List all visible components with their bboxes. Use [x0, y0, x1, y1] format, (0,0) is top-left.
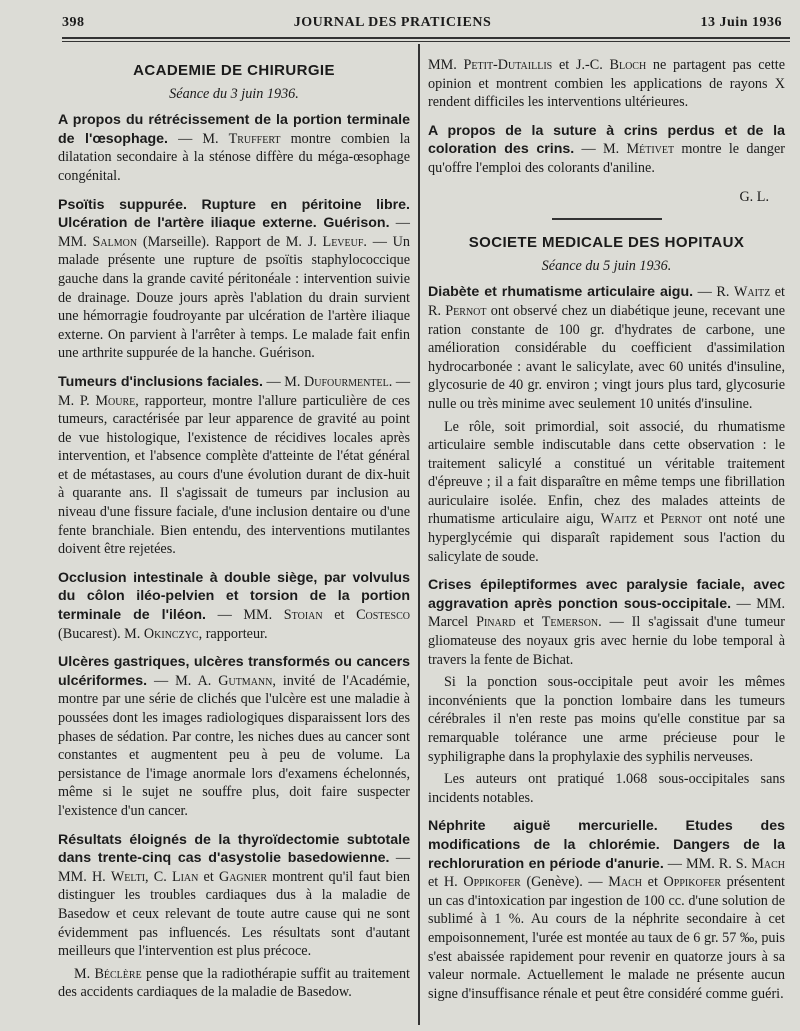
article	[428, 283, 785, 413]
author-name: Lian	[171, 868, 199, 885]
article	[58, 373, 410, 559]
author-name: Gagnier	[218, 868, 267, 885]
article-body: — MM. R. S. Mach et H. Oppikofer (Genève). — Mach et Oppikofer présentent un cas d'intoxication par ingestion de 100 cc. d'une solution de sublimé à 1 %. Au cours de la néphrite secondaire à cet empoisonnement, l'urée est montée au taux de 6 gr. 57 ‰, puis s'est abaissée rapidement pour revenir en quatorze jours à sa valeur normale. Actuellement le malade ne présente aucun signe d'insuffisance rénale et peut être considéré comme guéri.	[428, 855, 785, 1002]
article-body: — R. Waitz et R. Pernot ont observé chez un diabétique jeune, recevant une ration constante de 100 gr. d'hydrates de carbone, une amélioration considérable du coefficient d'assimilation hydrocarbonée : avant le salicylate, avec 60 unités d'insuline, glycosurie de 40 gr. environ ; vingt jours plus tard, glycosurie nulle ou très minime avec seulement 10 unités d'insuline.	[428, 284, 785, 412]
article	[58, 569, 410, 643]
page-number: 398	[62, 15, 85, 30]
section-title-academie: ACADEMIE DE CHIRURGIE	[133, 62, 335, 79]
author-name: Mach	[751, 855, 785, 872]
article-title: Diabète et rhumatisme articulaire aigu.	[428, 284, 694, 301]
article-body: — MM. H. Welti, C. Lian et Gagnier montrent qu'il faut bien distinguer les troubles cardiaques dus à la maladie de Basedow et ceux relevant de toute autre cause qui ne sont évidemment pas influencés. Les résultats sont d'autant meilleurs que l'intervention est plus précoce.	[58, 850, 411, 960]
left-column	[58, 50, 410, 1012]
article	[58, 111, 410, 185]
article-title: Crises épileptiformes avec paralysie faciale, avec aggravation après ponction sous-occipitale.	[428, 577, 785, 612]
article-continuation: Si la ponction sous-occipitale peut avoir les mêmes inconvénients que la ponction lombaire dans les tumeurs cérébrales il n'en reste pas moins qu'elle constitue par sa remarquable tolérance une arme précieuse pour le syphiligraphe dans la prophylaxie des syphilis nerveuses.	[428, 674, 785, 765]
signature: G. L.	[739, 188, 769, 205]
author-name: Petit-Dutaillis	[463, 57, 553, 73]
author-name: Pernot	[660, 511, 702, 528]
running-header	[62, 8, 782, 38]
author-name: Béclère	[94, 965, 142, 982]
article-title: Occlusion intestinale à double siège, par volvulus du côlon iléo-pelvien et torsion de la portion terminale de l'iléon.	[58, 569, 410, 624]
seance-date: Séance du 5 juin 1936.	[541, 257, 672, 274]
author-name: Welti	[110, 868, 146, 885]
section-title-hopitaux: SOCIETE MEDICALE DES HOPITAUX	[468, 234, 745, 252]
article	[428, 576, 785, 669]
article-continuation: Les auteurs ont pratiqué 1.068 sous-occipitales sans incidents notables.	[428, 771, 785, 806]
author-name: Okinczyc	[143, 625, 199, 642]
seance-date: Séance du 3 juin 1936.	[169, 85, 299, 102]
right-articles	[428, 283, 785, 1003]
article	[428, 817, 785, 1003]
article-continuation: M. Béclère pense que la radiothérapie suffit au traitement des accidents cardiaques de la maladie de Basedow.	[58, 965, 410, 1001]
article-title: Résultats éloignés de la thyroïdectomie subtotale dans trente-cinq cas d'asystolie basedowienne.	[58, 831, 410, 867]
header-rule	[62, 37, 790, 42]
article-continuation: Le rôle, soit primordial, soit associé, du rhumatisme articulaire semble indiscutable dans cette observation : le traitement salicylé a constitué un véritable traitement d'épreuve ; il a fait disparaître en même temps une fibrillation auriculaire isolée. Enfin, chez des malades atteints de rhumatisme articulaire aigu, Waitz et Pernot ont noté une hyperglycémie qui disparaît rapidement sous l'action du salicylate de soude.	[428, 418, 785, 565]
left-articles	[58, 111, 410, 1002]
author-name: Oppikofer	[663, 874, 722, 891]
article-title: Psoïtis suppurée. Rupture en péritoine libre. Ulcération de l'artère iliaque externe. Guérison.	[58, 196, 410, 232]
article	[58, 831, 410, 961]
journal-title: JOURNAL DES PRATICIENS	[293, 15, 492, 30]
article-body: — M. Métivet montre le danger qu'offre l'emploi des colorants d'aniline.	[428, 141, 785, 176]
author-name: Salmon	[92, 233, 138, 250]
article-title: Néphrite aiguë mercurielle. Etudes des modifications de la chlorémie. Dangers de la rechloruration en période d'anurie.	[428, 818, 785, 872]
author-name: Mach	[608, 874, 642, 891]
author-name: Pernot	[445, 302, 487, 319]
article-title: Ulcères gastriques, ulcères transformés ou cancers ulcériformes.	[58, 654, 410, 689]
article-body: — M. Dufourmentel. — M. P. Moure, rapporteur, montre l'allure particulière de ces tumeurs, caractérisée par leur apparence de gravité au point de vue histologique, l'existence de récidives locales après intervention, et l'absence complète d'atteinte de l'état général et de métastases, au cours d'une évolution durant de dix-huit à quarante ans. Il s'agissait de tumeurs par inclusion au niveau d'une fissure faciale, d'une inclusion dentaire ou d'une fente branchiale. Bien entendu, des interventions mutilantes doivent être rejetées.	[58, 373, 411, 558]
article-title: Tumeurs d'inclusions faciales.	[58, 373, 263, 390]
article-body: — M. Truffert montre combien la dilatation secondaire à la sténose diffère du méga-œsophage congénital.	[58, 130, 411, 184]
author-name: Pinard	[476, 614, 516, 631]
author-name: Bloch	[609, 57, 647, 73]
article-suture	[428, 122, 785, 178]
article-body: — M. A. Gutmann, invité de l'Académie, montre par une série de clichés que l'ulcère est une maladie à poussées dont les images radiologiques disparaissent lors des phases de sédation. Par contre, les niches dues au cancer sont constantes et augmentent peu à peu de volume. La persistance de l'image anormale lors d'examens échelonnés, même si le sujet ne souffre plus, doit faire suspecter l'existence d'un cancer.	[58, 672, 410, 819]
article-title: A propos de la suture à crins perdus et de la coloration des crins.	[428, 122, 785, 158]
section-rule	[552, 218, 662, 220]
author-name: Moure	[95, 392, 136, 409]
issue-date: 13 Juin 1936	[700, 15, 782, 30]
author-name: Leveuf	[322, 233, 364, 250]
column-divider	[418, 44, 420, 1025]
author-name: Waitz	[734, 284, 771, 301]
author-name: Costesco	[356, 607, 410, 624]
right-column	[428, 56, 785, 1013]
author-name: Oppikofer	[463, 874, 521, 891]
author-name: Stoian	[283, 607, 323, 624]
article	[58, 196, 410, 363]
author-name: Waitz	[600, 511, 637, 528]
author-name: Truffert	[228, 130, 281, 147]
article-body: — MM. Salmon (Marseille). Rapport de M. J. Leveuf. — Un malade présente une rupture de psoïtis staphylococcique gauche dans la grande cavité péritonéale : intervention suivie de drainage. Douze jours après l'ablation du drain survient une hémorragie foudroyante par ulcération de l'artère iliaque externe. On parvient à l'arrêter à temps. Le malade fait enfin une arthrite suppurée de la hanche. Guérison.	[58, 215, 411, 362]
author-name: Gutmann	[218, 672, 273, 689]
author-name: Métivet	[626, 141, 675, 158]
author-name: Dufourmentel	[304, 373, 389, 390]
article-body: — MM. Stoian et Costesco (Bucarest). M. Okinczyc, rapporteur.	[58, 607, 410, 642]
author-name: Temerson	[541, 614, 599, 631]
article-body: — MM. Marcel Pinard et Temerson. — Il s'agissait d'une tumeur gliomateuse des noyaux gris avec hernie du lobe temporal à travers la fente de Bichat.	[428, 595, 785, 668]
opinion-paragraph: MM. Petit-Dutaillis et J.-C. Bloch ne partagent pas cette opinion et montrent combien les applications de rayons X rendent difficiles les interventions ultérieures.	[428, 57, 785, 111]
article-title: A propos du rétrécissement de la portion terminale de l'œsophage.	[58, 112, 410, 147]
article	[58, 653, 410, 820]
